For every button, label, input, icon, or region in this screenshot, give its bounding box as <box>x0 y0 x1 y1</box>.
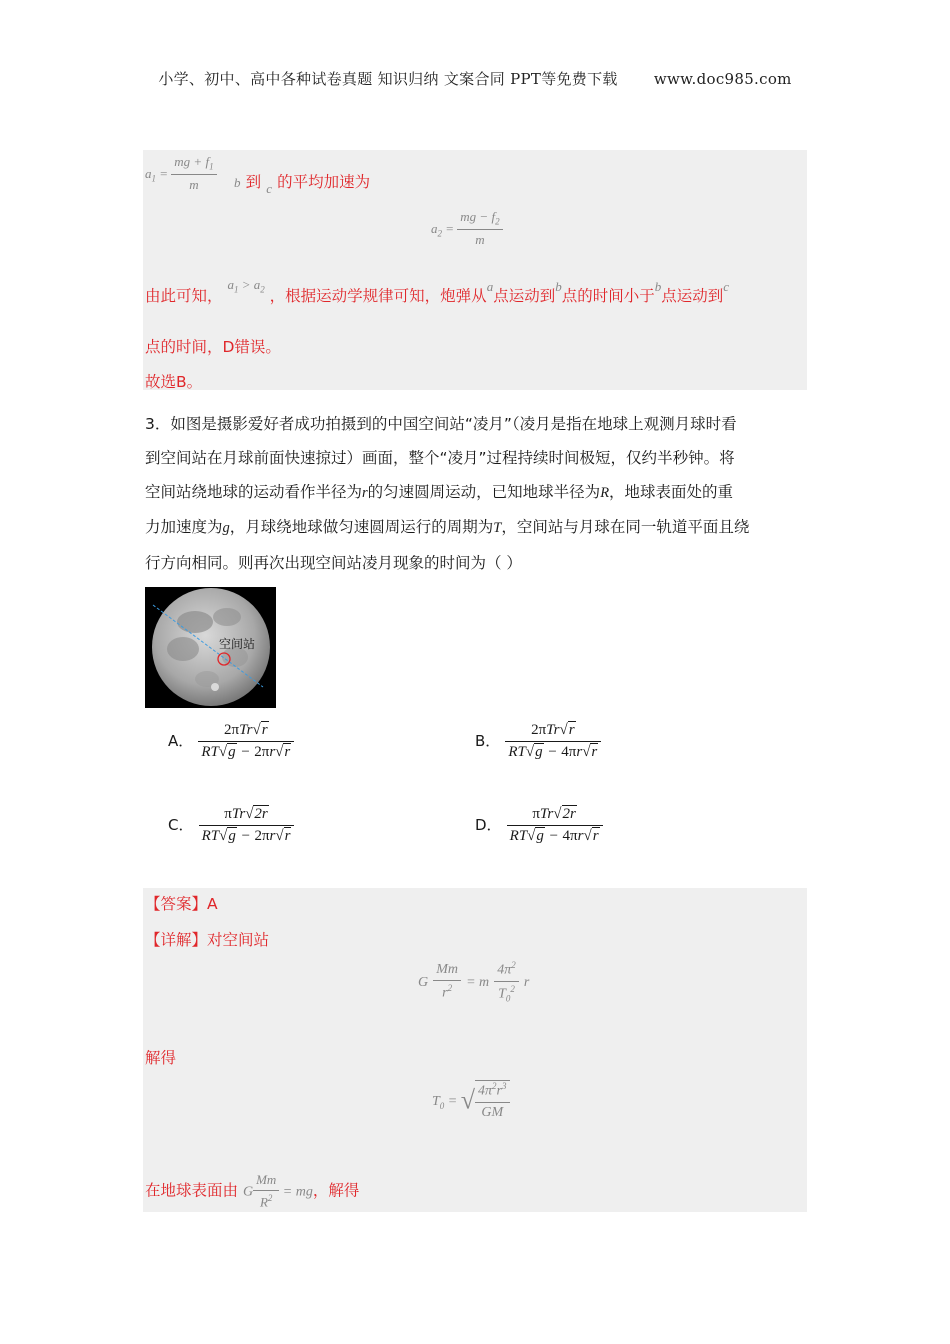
detail-label: 【详解】对空间站 <box>145 931 270 949</box>
space-station-label: 空间站 <box>219 637 256 651</box>
surface-line: 在地球表面由 G $\frac{Mm}{R^2}$ = mg，解得 <box>145 1172 360 1210</box>
a1-suffix: b 到 $_c$ 的平均加速为 <box>234 173 371 196</box>
moon-illustration <box>145 587 276 708</box>
prev-line-1: 由此可知， $^{a_1 > a_2}$ ，根据运动学规律可知，炮弹从$^a$点运动到$^b$点的时间小于$^b$点运动到$^c$ <box>145 277 730 305</box>
page-header <box>0 68 950 89</box>
jiede-label: 解得 <box>145 1049 177 1067</box>
question-line-3: 空间站绕地球的运动看作半径为r的匀速圆周运动，已知地球半径为R，地球表面处的重 <box>145 483 734 501</box>
option-c[interactable]: C． $\frac{\text{πTr√2r}}{RT√g - 2\pi r√r}$ <box>168 806 294 845</box>
question-line-1: 3．如图是摄影爱好者成功拍摄到的中国空间站“凌月”（凌月是指在地球上观测月球时看 <box>145 415 737 433</box>
option-d[interactable]: D． $\frac{\text{πTr√2r}}{RT√g - 4\pi r√r}$ <box>475 806 603 845</box>
prev-line-3: 故选B。 <box>145 373 203 391</box>
a2-formula: $a_2$ = $\frac{mg - f_2}{m}$ <box>431 209 503 248</box>
question-line-2: 到空间站在月球前面快速掠过）画面，整个“凌月”过程持续时间极短，仅约半秒钟。将 <box>145 449 735 467</box>
answer-label: 【答案】A <box>145 895 218 913</box>
a1-formula: $a_1$ = $\frac{mg + f_1}{m}$ <box>145 154 217 193</box>
question-line-5: 行方向相同。则再次出现空间站凌月现象的时间为（ ） <box>145 554 522 572</box>
option-a[interactable]: A． $\frac{\text{2πTr√r}}{RT√g - 2\pi r√r}$ <box>168 722 294 761</box>
period-equation: $T_0$ = √ $\frac{4\pi^2r^3}{GM}$ <box>432 1080 510 1121</box>
prev-line-2: 点的时间，D错误。 <box>145 338 281 356</box>
option-b[interactable]: B． $\frac{\text{2πTr√r}}{RT√g - 4\pi r√r}$ <box>475 722 601 761</box>
moon-transit-image <box>145 587 276 708</box>
question-line-4: 力加速度为g，月球绕地球做匀速圆周运行的周期为T，空间站与月球在同一轨道平面且绕 <box>145 518 750 536</box>
header-text: 小学、初中、高中各种试卷真题 知识归纳 文案合同 PPT等免费下载 <box>158 70 618 88</box>
gravity-equation: G $\frac{Mm}{r^2}$ = m $\frac{4\pi^2}{T_0^2}$ r <box>418 960 530 1004</box>
header-url[interactable]: www.doc985.com <box>653 70 792 88</box>
